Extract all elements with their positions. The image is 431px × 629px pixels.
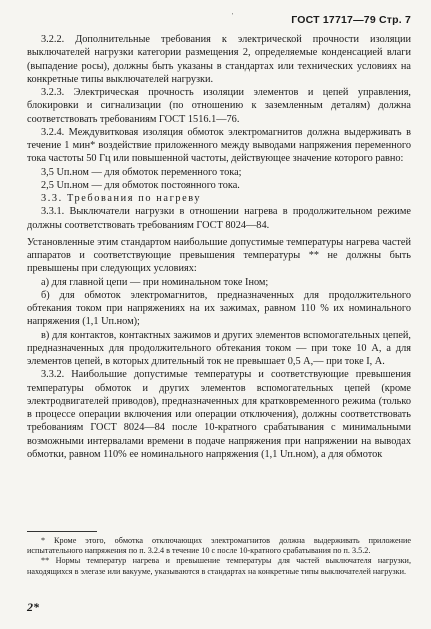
paragraph-3-2-3: 3.2.3. Электрическая прочность изоляции элементов и цепей управления, блокировки и сигнализации (по отношению к заземленным деталям) должна соответствовать требованиям ГОСТ 1516.1—76. [27,87,411,125]
signature-mark: 2* [27,600,39,614]
paragraph-conditions: Установленные этим стандартом наибольшие допустимые температуры нагрева частей аппаратов и соответствующие превышения температуры ** не должны быть превышены при следующих условиях: [27,236,411,275]
footnotes [27,536,411,577]
paragraph-3-3-2: 3.3.2. Наибольшие допустимые температуры и соответствующие превышения температуры обмоток и других элементов вспомогательных цепей (кроме электродвигателей приводов), предназначенных для кратковременного режима (только в процессе операции включения или операции отключения), должны соответствовать требованиям ГОСТ 8024—84 после 10-кратного срабатывания с минимальными возможными интервалами времени в подаче напряжения при напряжении на выводах обмотки, равном 110% ее номинального напряжения (1,1 Uп.ном), а для обмоток [27,369,411,460]
body-text [27,33,411,461]
footnote-1: * Кроме этого, обмотка отключающих электромагнитов должна выдерживать приложение испытательного напряжения по п. 3.2.4 в течение 10 с после 10-кратного срабатывания по п. 3.5.2. [27,536,411,556]
section-heading-3-3: 3.3. Требования по нагреву [41,193,202,204]
stray-mark: ' [232,12,234,20]
page-header: ГОСТ 17717—79 Стр. 7 [291,14,411,26]
condition-a: а) для главной цепи — при номинальном токе Iном; [41,276,269,288]
list-item-dc-coils: 2,5 Uп.ном — для обмоток постоянного тока. [41,179,240,191]
paragraph-3-3-1: 3.3.1. Выключатели нагрузки в отношении нагрева в продолжительном режиме должны соответствовать требованиям ГОСТ 8024—84. [27,206,411,231]
paragraph-3-2-4: 3.2.4. Междувитковая изоляция обмоток электромагнитов должна выдерживать в течение 1 мин* воздействие приложенного между выводами напряжения переменного тока частоты 50 Гц или повышенной частоты, действующее значение которого равно: [27,126,411,165]
footnote-2: ** Нормы температур нагрева и превышение температуры для частей выключателя нагрузки, находящихся в элегазе или вакууме, указываются в стандартах на конкретные типы выключателей нагрузки. [27,556,411,576]
paragraph-3-2-2: 3.2.2. Дополнительные требования к электрической прочности изоляции выключателей нагрузки категории размещения 2, определяемые конденсацией влаги (выпадение росы), должны быть указаны в стандартах или технических условиях на конкретные типы выключателей нагрузки. [27,34,411,85]
condition-c: в) для контактов, контактных зажимов и других элементов вспомогательных цепей, предназначенных для продолжительного обтекания током — при токе 10 А, а для элементов цепей, в которых длительный ток не превышает 0,5 А,— при токе I, А. [27,329,411,367]
list-item-ac-coils: 3,5 Uп.ном — для обмоток переменного тока; [41,166,242,178]
footnote-rule [27,531,97,532]
condition-b: б) для обмоток электромагнитов, предназначенных для продолжительного обтекания током при напряжениях на их зажимах, равном 110 % их номинального напряжения (1,1 Uп.ном); [27,289,411,328]
